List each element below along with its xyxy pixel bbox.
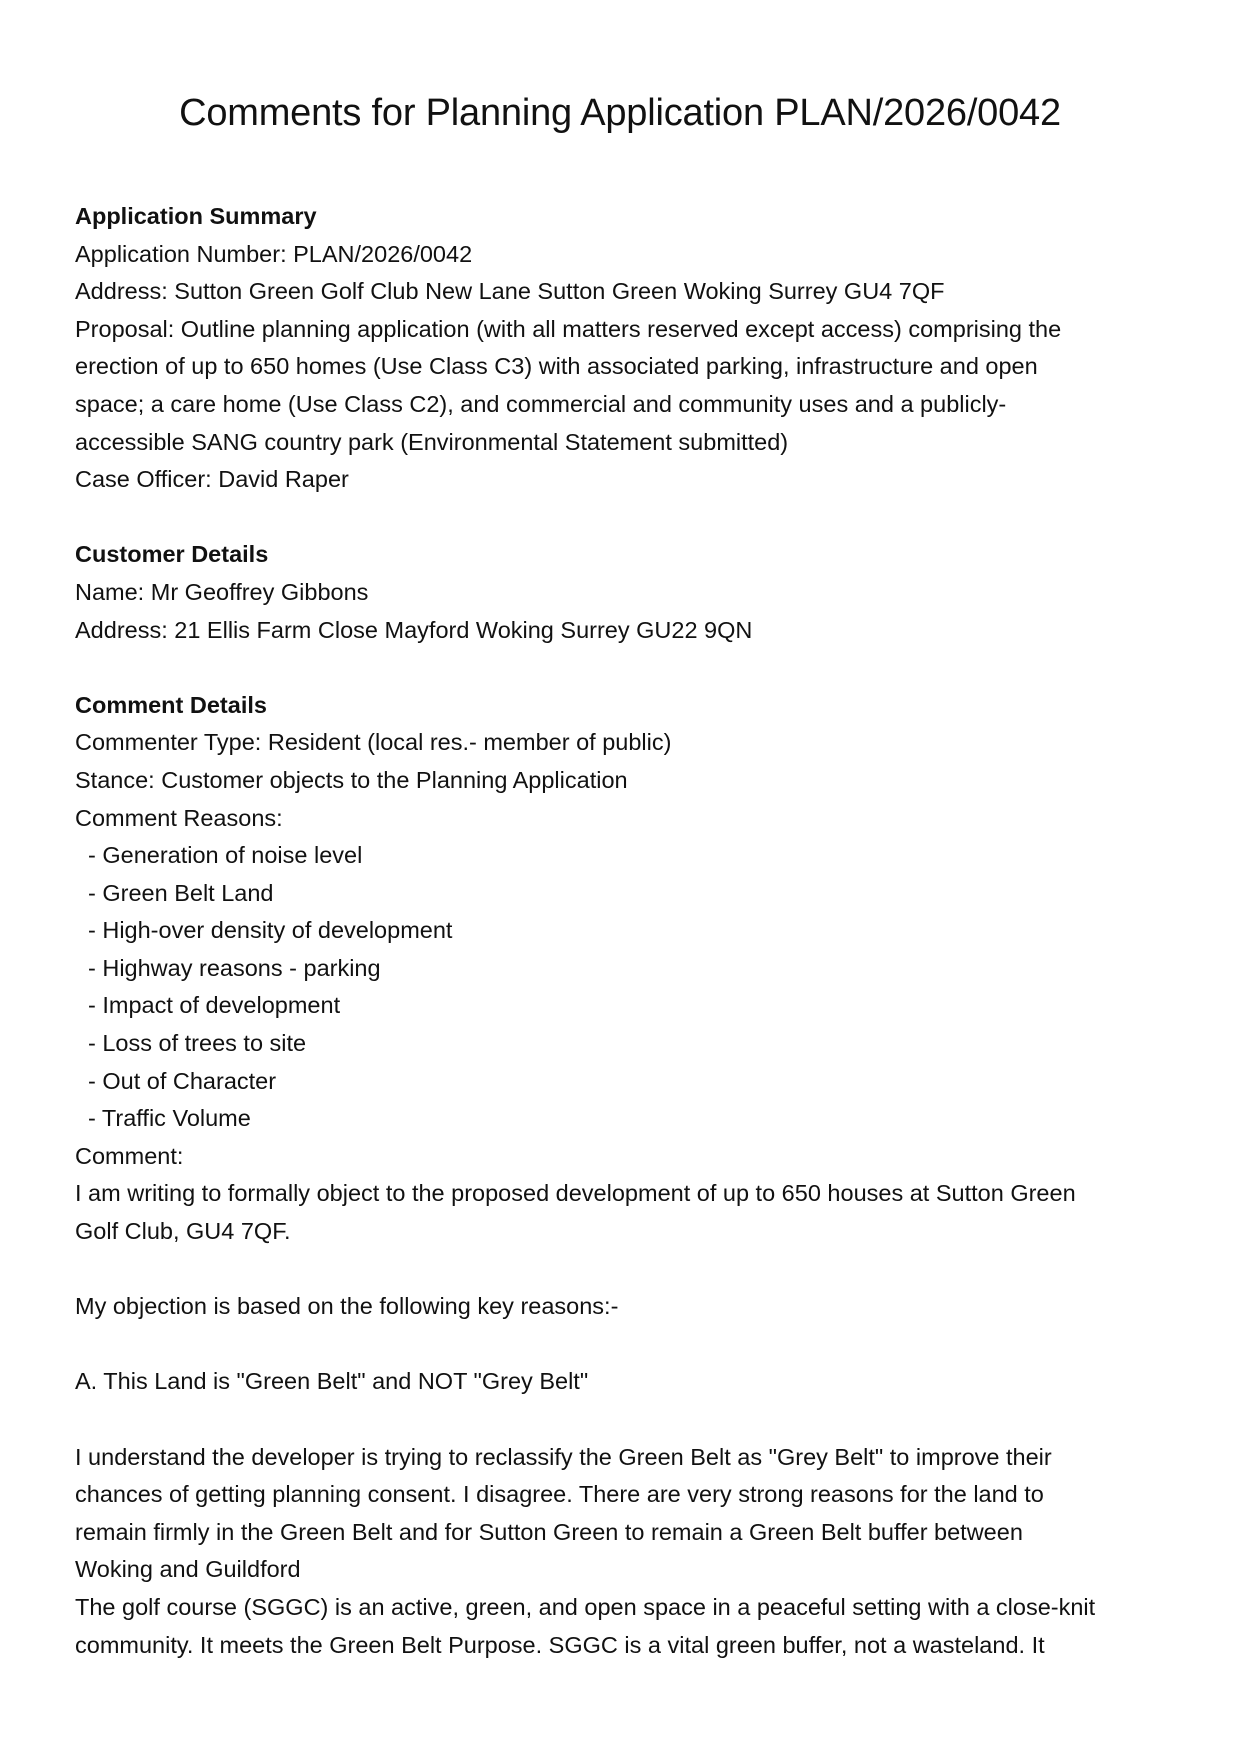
section-heading-customer: Customer Details <box>75 541 269 568</box>
reason-item: - Green Belt Land <box>88 879 274 906</box>
reason-item: - Impact of development <box>88 992 341 1019</box>
spacer <box>75 1401 1170 1439</box>
commenter-type: Commenter Type: Resident (local res.- member of public) <box>75 729 672 756</box>
comment-text-line: remain firmly in the Green Belt and for Sutton Green to remain a Green Belt buffer between <box>75 1518 1023 1545</box>
stance: Stance: Customer objects to the Planning Application <box>75 766 628 793</box>
reason-item: - Generation of noise level <box>88 842 363 869</box>
reason-item: - Highway reasons - parking <box>88 954 381 981</box>
customer-name: Name: Mr Geoffrey Gibbons <box>75 578 369 605</box>
proposal-line: erection of up to 650 homes (Use Class C3) with associated parking, infrastructure and open <box>75 353 1038 380</box>
proposal-line: Proposal: Outline planning application (with all matters reserved except access) comprising the <box>75 315 1062 342</box>
reason-item: - High-over density of development <box>88 917 453 944</box>
comment-text-line: I understand the developer is trying to reclassify the Green Belt as "Grey Belt" to improve their <box>75 1443 1052 1470</box>
comment-text-line: The golf course (SGGC) is an active, green, and open space in a peaceful setting with a close-knit <box>75 1593 1096 1620</box>
comment-text-line: My objection is based on the following key reasons:- <box>75 1293 619 1320</box>
comment-text-line: community. It meets the Green Belt Purpose. SGGC is a vital green buffer, not a wasteland. It <box>75 1631 1045 1658</box>
application-address: Address: Sutton Green Golf Club New Lane Sutton Green Woking Surrey GU4 7QF <box>75 278 945 305</box>
application-number: Application Number: PLAN/2026/0042 <box>75 240 473 267</box>
comment-text-line: Golf Club, GU4 7QF. <box>75 1218 291 1245</box>
spacer <box>75 1251 1170 1289</box>
proposal-line: space; a care home (Use Class C2), and commercial and community uses and a publicly- <box>75 390 1007 417</box>
comment-label: Comment: <box>75 1142 184 1169</box>
spacer <box>75 1326 1170 1364</box>
spacer <box>75 499 1170 537</box>
reason-item: - Out of Character <box>88 1067 277 1094</box>
comment-text-line: A. This Land is "Green Belt" and NOT "Grey Belt" <box>75 1368 589 1395</box>
proposal-line: accessible SANG country park (Environmental Statement submitted) <box>75 428 789 455</box>
section-heading-summary: Application Summary <box>75 203 317 229</box>
comment-text-line: Woking and Guildford <box>75 1556 301 1583</box>
reasons-label: Comment Reasons: <box>75 804 283 831</box>
case-officer: Case Officer: David Raper <box>75 466 349 493</box>
document-body <box>75 198 1170 1664</box>
comment-text-line: I am writing to formally object to the proposed development of up to 650 houses at Sutton Green <box>75 1180 1076 1207</box>
comment-text-line: chances of getting planning consent. I disagree. There are very strong reasons for the land to <box>75 1481 1044 1508</box>
reason-item: - Traffic Volume <box>88 1105 251 1132</box>
spacer <box>75 649 1170 687</box>
page-title: Comments for Planning Application PLAN/2026/0042 <box>179 92 1061 134</box>
section-heading-comment: Comment Details <box>75 691 267 718</box>
reason-item: - Loss of trees to site <box>88 1030 307 1057</box>
customer-address: Address: 21 Ellis Farm Close Mayford Woking Surrey GU22 9QN <box>75 616 753 643</box>
